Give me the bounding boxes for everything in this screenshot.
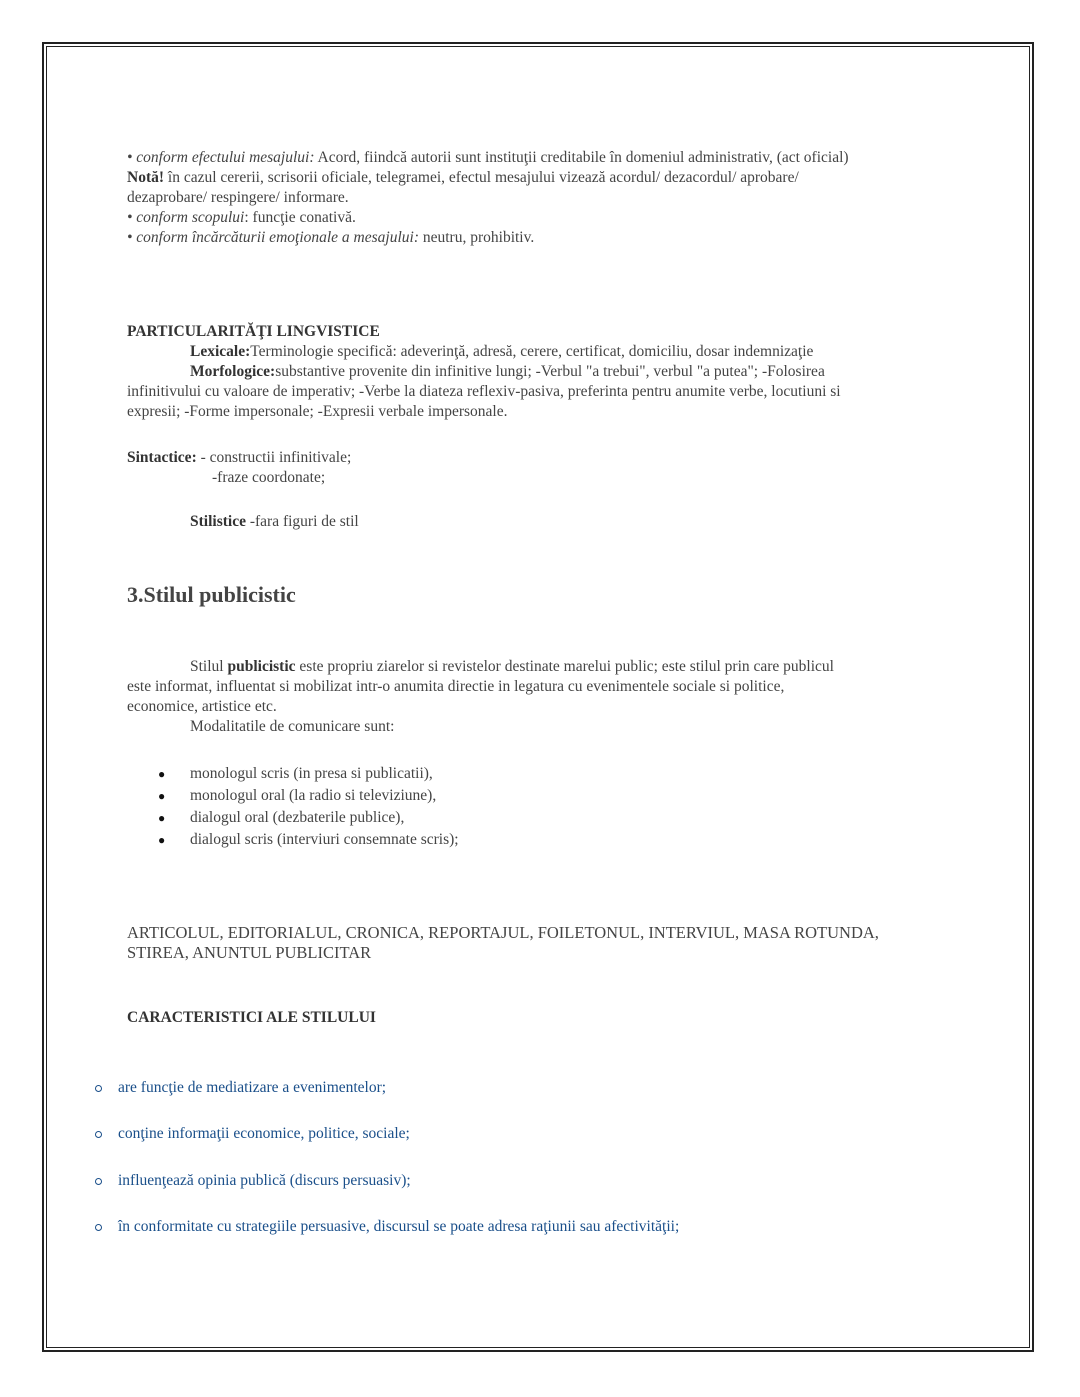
scop-text: : funcţie conativă.	[244, 209, 356, 226]
incarcatura-label: • conform încărcăturii emoţionale a mesajului:	[127, 229, 419, 246]
stilistice-label: Stilistice	[190, 513, 246, 530]
nota-line	[127, 168, 799, 188]
circle-bullet-icon	[95, 1085, 102, 1092]
scop-label: • conform scopului	[127, 209, 245, 226]
morfologice-label: Morfologice:	[190, 363, 276, 380]
sintactice-line	[127, 448, 351, 468]
stilistice-text: -fara figuri de stil	[245, 513, 359, 530]
incarcatura-text: neutru, prohibitiv.	[419, 229, 535, 246]
characteristics-heading: CARACTERISTICI ALE STILULUI	[127, 1009, 376, 1026]
morfologice-line-2: infinitivului cu valoare de imperativ; -Verbe la diateza reflexiv-pasiva, preferinta pentru anumite verbe, locutiuni si	[127, 383, 841, 400]
section-title: 3.Stilul publicistic	[127, 582, 296, 607]
bullet-dot: ●	[158, 811, 166, 825]
bullet-dot: ●	[158, 789, 166, 803]
incarcatura-line	[127, 228, 534, 248]
efect-label: • conform efectului mesajului:	[127, 149, 315, 166]
morfologice-line	[190, 362, 825, 382]
intro-line-3: economice, artistice etc.	[127, 698, 277, 715]
intro-line-2: este informat, influentat si mobilizat intr-o anumita directie in legatura cu evenimentele sociale si politice,	[127, 678, 785, 695]
list-item: conţine informaţii economice, politice, sociale;	[118, 1125, 410, 1142]
list-item: monologul oral (la radio si televiziune),	[190, 787, 437, 804]
circle-bullet-icon	[95, 1131, 102, 1138]
lexicale-label: Lexicale:	[190, 343, 251, 360]
efect-mesaj-line	[127, 148, 849, 168]
genres-line-2: STIREA, ANUNTUL PUBLICITAR	[127, 943, 372, 962]
list-item: are funcţie de mediatizare a evenimentelor;	[118, 1079, 387, 1096]
nota-text: în cazul cererii, scrisorii oficiale, telegramei, efectul mesajului vizează acordul/ dezacordul/ aprobare/	[164, 169, 799, 186]
sintactice-label: Sintactice:	[127, 449, 197, 466]
sintactice-text: - constructii infinitivale;	[196, 449, 352, 466]
bullet-dot: ●	[158, 767, 166, 781]
list-item: monologul scris (in presa si publicatii),	[190, 765, 433, 782]
bullet-dot: ●	[158, 833, 166, 847]
ling-heading: PARTICULARITĂŢI LINGVISTICE	[127, 323, 380, 340]
modalitati-line: Modalitatile de comunicare sunt:	[190, 718, 395, 735]
genres-line-1: ARTICOLUL, EDITORIALUL, CRONICA, REPORTAJUL, FOILETONUL, INTERVIUL, MASA ROTUNDA,	[127, 923, 879, 942]
nota-label: Notă!	[127, 169, 165, 186]
circle-bullet-icon	[95, 1224, 102, 1231]
lexicale-text: Terminologie specifică: adeverinţă, adresă, cerere, certificat, domiciliu, dosar indemnizaţie	[250, 343, 814, 360]
list-item: dialogul scris (interviuri consemnate scris);	[190, 831, 459, 848]
efect-text: Acord, fiindcă autorii sunt instituţii creditabile în domeniul administrativ, (act oficial)	[314, 149, 849, 166]
morfologice-line-3: expresii; -Forme impersonale; -Expresii verbale impersonale.	[127, 403, 508, 420]
circle-bullet-icon	[95, 1178, 102, 1185]
nota-line-2: dezaprobare/ respingere/ informare.	[127, 189, 349, 206]
intro-line-1: Stilul publicistic este propriu ziarelor si revistelor destinate marelui public; este stilul prin care publicul	[190, 658, 834, 675]
list-item: în conformitate cu strategiile persuasive, discursul se poate adresa raţiunii sau afectivităţii;	[118, 1218, 680, 1235]
list-item: dialogul oral (dezbaterile publice),	[190, 809, 405, 826]
morfologice-text: substantive provenite din infinitive lungi; -Verbul "a trebui", verbul "a putea"; -Folosirea	[275, 363, 825, 380]
sintactice-line-2: -fraze coordonate;	[212, 469, 326, 486]
list-item: influenţează opinia publică (discurs persuasiv);	[118, 1172, 411, 1189]
lexicale-line	[190, 342, 813, 362]
stilistice-line	[190, 512, 359, 532]
scop-line	[127, 208, 356, 228]
